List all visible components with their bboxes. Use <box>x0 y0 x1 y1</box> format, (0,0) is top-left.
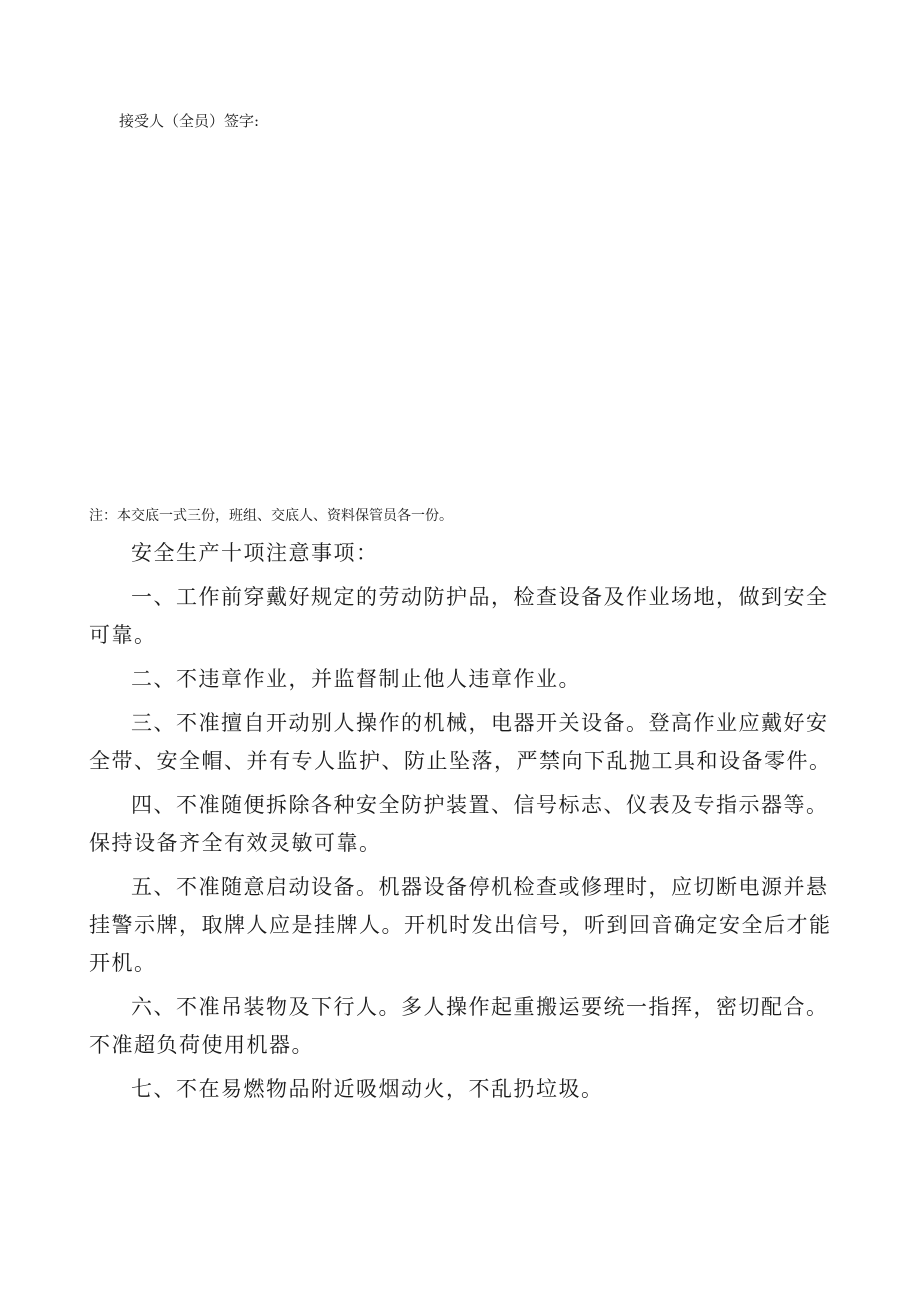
signature-label: 接受人（全员）签字: <box>119 112 260 130</box>
safety-rule-item: 七、不在易燃物品附近吸烟动火，不乱扔垃圾。 <box>131 1077 604 1101</box>
safety-rules-section <box>89 534 849 1114</box>
safety-rule-item: 六、不准吊装物及下行人。多人操作起重搬运要统一指挥，密切配合。不准超负荷使用机器。 <box>89 995 829 1057</box>
safety-rule-item: 五、不准随意启动设备。机器设备停机检查或修理时，应切断电源并悬挂警示牌，取牌人应是挂牌人。开机时发出信号，听到回音确定安全后才能开机。 <box>89 875 832 975</box>
safety-rule-item: 二、不违章作业，并监督制止他人违章作业。 <box>131 667 581 691</box>
distribution-note: 注：本交底一式三份，班组、交底人、资料保管员各一份。 <box>89 508 453 524</box>
safety-rules-title: 安全生产十项注意事项： <box>131 541 379 565</box>
safety-rule-item: 一、工作前穿戴好规定的劳动防护品，检查设备及作业场地，做到安全可靠。 <box>89 585 829 647</box>
safety-rule-item: 三、不准擅自开动别人操作的机械，电器开关设备。登高作业应戴好安全带、安全帽、并有专人监护、防止坠落，严禁向下乱抛工具和设备零件。 <box>89 711 832 773</box>
safety-rule-item: 四、不准随便拆除各种安全防护装置、信号标志、仪表及专指示器等。保持设备齐全有效灵敏可靠。 <box>89 793 829 855</box>
